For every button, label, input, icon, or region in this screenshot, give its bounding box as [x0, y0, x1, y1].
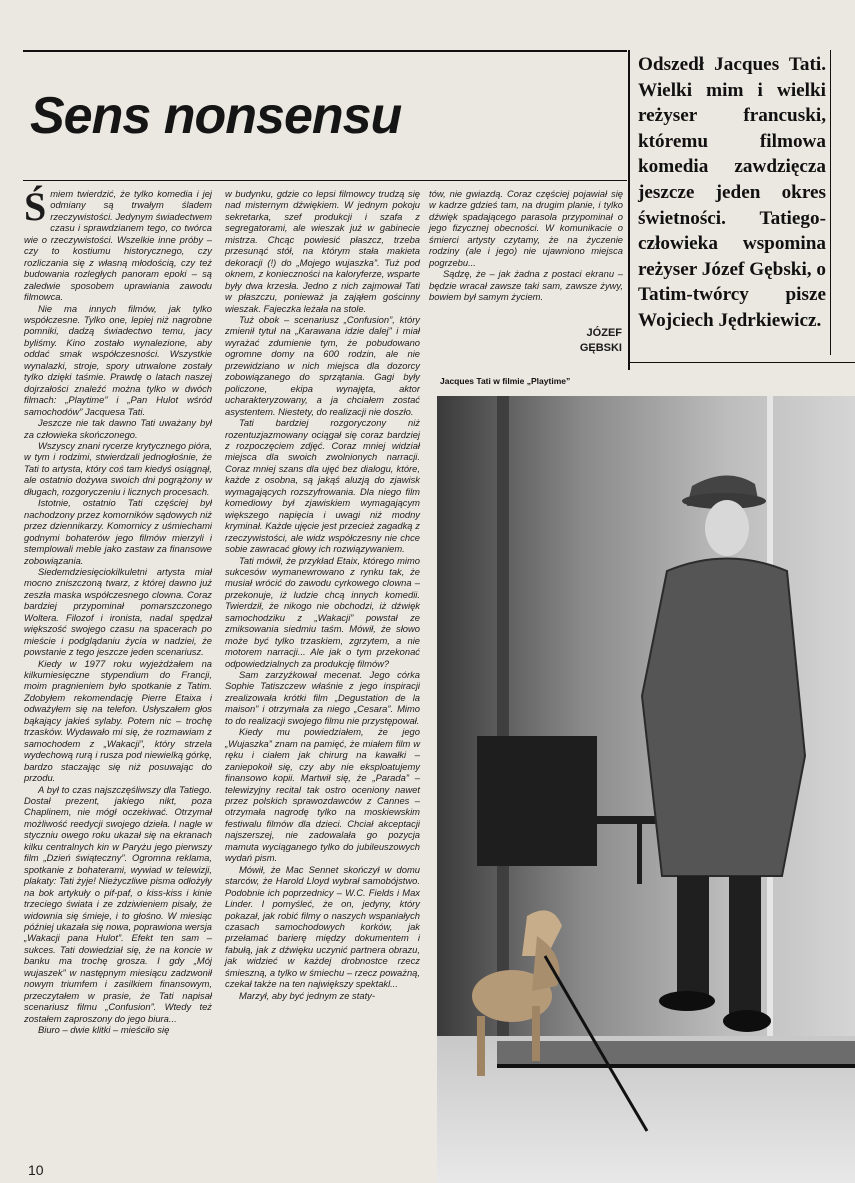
page-number: 10 [28, 1162, 44, 1178]
paragraph: tów, nie gwiazdą. Coraz częściej pojawiał się w kadrze gdzieś tam, na drugim planie, i tylko dźwięk spadającego parasola przypominał o jego fizycznej obecności. W komunikacie o śmierci artysty czytamy, że na życzenie rodziny (ale i jego) nie ujawniono miejsca pogrzebu... [429, 188, 623, 268]
title-rule [23, 180, 627, 181]
column-divider [628, 50, 630, 370]
article-lead: Odszedł Jacques Tati. Wielki mim i wielki reżyser francuski, któremu filmowa komedia zawdzięcza jeszcze jeden okres świetności. Tatiego-człowieka wspomina reżyser Józef Gębski, o Tatim-twórcy pisze Wojciech Jędrkiewicz. [638, 54, 826, 331]
paragraph: Tati mówił, że przykład Etaix, którego mimo sukcesów wymanewrowano z rynku tak, że musiał wrócić do zawodu cyrkowego clowna – przekonuje, iż ludzie chcą innych komedii. Twierdził, że nikogo nie obchodzi, iż dźwięk samochodziku z „Wakacji” powstał ze zmiksowania siedmiu taśm. Mówił, że słowo może być tylko trzaskiem, zgrzytem, a nie motorem narracji... Ale jak o tym przekonać odpowiedzialnych za produkcję filmów? [225, 554, 420, 669]
paragraph: Mówił, że Mac Sennet skończył w domu starców, że Harold Lloyd wybrał samobójstwo. Podobnie ich poprzednicy – W.C. Fields i Max Linder. I pomyśleć, że on, jedyny, który pokazał, jak robić filmy o naszych wspaniałych czasach samochodowych korków, jak przełamać barierę między dokumentem i fabułą, jak z dźwięku uczynić partnera obrazu, jak widzieć w każdej drobnostce rzecz śmieszną, a tylko w śmiechu – rzecz poważną, czekał także na ten największy spektakl... [225, 863, 420, 990]
paragraph: Tati bardziej rozgoryczony niż rozentuzjazmowany ociągał się coraz bardziej z rozpoczęciem zdjęć. Coraz mniej widział miejsca dla swoich zwolnionych narracji. Coraz mniej szans dla ujęć bez dialogu, które, każde z osobna, są jakąś aluzją do zjawisk wymagających rozszyfrowania. Dla niego film komediowy był zjawiskiem wymagającym większego napięcia i uwagi niż modny kryminał. Każde ujęcie jest przecież zagadką z rzeczywistości, ale widz współczesny nie chce sobie zawracać głowy ich rozwiązywaniem. [225, 417, 420, 555]
paragraph: Sądzę, że – jak żadna z postaci ekranu – będzie wracał zawsze taki sam, zawsze żywy, bowiem był samym życiem. [429, 268, 623, 303]
paragraph: w budynku, gdzie co lepsi filmowcy trudzą się nad misternym dźwiękiem. W jednym pokoju sekretarka, szef produkcji i szafa z segregatorami, ale wieszak już w gabinecie mistrza. Chcąc powiesić płaszcz, trzeba przesunąć stół, na którym stała makieta dekoracji (!) do „Mojego wujaszka”. Tuż pod oknem, z konieczności na kaloryferze, wsparte były dwa krzesła. Jedno z nich zajmował Tati w płaszczu, ponieważ ja zająłem gościnny wieszak. Fajeczka leżała na stole. [225, 188, 420, 314]
film-still-photo [437, 396, 855, 1183]
paragraph: Tuż obok – scenariusz „Confusion”, który zmienił tytuł na „Karawana idzie dalej” i miał wyrażać zdumienie tym, że pobudowano ogromne domy na 600 rodzin, ale nie przewidziano w nich miejsca dla dozorcy zobowiązanego do sprzątania. Gagi były policzone, ekipa wynajęta, aktor ucharakteryzowany, a ja chciałem zostać asystentem. Niestety, do realizacji nie doszło. [225, 313, 420, 417]
paragraph: Marzył, aby być jednym ze staty- [239, 989, 375, 1001]
drop-cap: Ś [24, 184, 47, 229]
lead-box-bottom-rule [630, 362, 855, 363]
lead-box-border [830, 50, 831, 355]
author-signature: JÓZEF GĘBSKI [579, 327, 622, 354]
text-column-3 [429, 188, 623, 303]
paragraph: Kiedy mu powiedziałem, że jego „Wujaszka” znam na pamięć, że miałem film w ręku i ciałem jak chirurg na kawałki – zaniepokoił się, czy aby nie eksploatujemy finansowo kopii. Martwił się, że „Parada” – telewizyjny recital tak ostro oceniony nawet przez polskich sprawozdawców z Cannes – otrzymała nagrodę tylko na moskiewskim festiwalu filmów dla dzieci. Chciał akceptacji najszerszej, nie zadowalała go pozycja mamuta wyciąganego tylko do jubileuszowych wydań pism. [225, 726, 420, 864]
text-column-2 [225, 188, 420, 1001]
paragraph: Istotnie, ostatnio Tati częściej był nachodzony przez komorników sądowych niż przez dziennikarzy. Komornicy z uśmiechami godnymi bohaterów jego filmów mierzyli i stemplowali meble jako zastaw za finansowe zobowiązania. [24, 497, 212, 566]
top-rule [23, 50, 627, 52]
paragraph: Biuro – dwie klitki – mieściło się [38, 1024, 170, 1036]
photo-illustration [437, 396, 855, 1183]
paragraph: Kiedy w 1977 roku wyjeżdżałem na kilkumiesięczne stypendium do Francji, moim pragnieniem było spotkanie z Tatim. Zdobyłem rekomendację Pierre Etaixa i odważyłem się na telefon. Usłyszałem głos bąkający jakieś sylaby. Potem nic – trochę trzasków. Wydawało mi się, że rozmawiam z samochodem z „Wakacji”, który strzela wydechową rurą i rusza pod niewielką górkę, bardzo staczając się niż posuwając do przodu. [24, 657, 212, 784]
paragraph: Jeszcze nie tak dawno Tati uważany był za człowieka skończonego. [24, 417, 212, 440]
paragraph: A był to czas najszczęśliwszy dla Tatiego. Dostał prezent, jakiego nikt, poza Chaplinem, nie mógł oczekiwać. Otrzymał możliwość reedycji swojego dzieła. I nagle w styczniu owego roku ukazał się na ekranach kilku centralnych kin w Paryżu jego pierwszy film „Dzień świąteczny”. Ogromna reklama, spotkanie z bohaterami, wywiad w telewizji, plakaty: Tati żyje! Nieżyczliwe pisma odłożyły na bok artykuły o pif-paf, o kiss-kiss i kinie trzeciego świata i ze zdziwieniem pisały, że widownia się śmieje, i to głośno. W miesiąc później ukazała się nowa, poprawiona wersja „Wakacji pana Hulot”. Efekt ten sam – sukces. Tati dowiedział się, że na koncie w banku ma trochę grosza. I gdy „Mój wujaszek” w następnym miesiącu zadzwonił nowym triumfem i zasilkiem finansowym, przeczytałem w prasie, że Tati napisał scenariusz filmu „Confusion”. Wtedy też zostałem zaproszony do jego biura... [24, 783, 212, 1024]
article-title: Sens nonsensu [30, 87, 402, 145]
text-column-1 [24, 184, 213, 1036]
paragraph: Sam zarzyźkował mecenat. Jego córka Sophie Tatiszczew właśnie z jego inspiracji zrealizowała krótki film „Degustation de la maison” i otrzymała za niego „Cesara”. Mimo to do realizacji swojego filmu nie przystępował. [225, 669, 420, 726]
paragraph: Siedemdziesięciokilkuletni artysta miał mocno zniszczoną twarz, z której dawno już zeszła maska współczesnego clowna. Coraz bardziej przypominał pomarszczonego Woltera. Filozof i ironista, nadal spędzał większość swojego czasu na spacerach po mieście i podglądaniu życia w nadziei, że powstanie z tego jeszcze jeden scenariusz. [24, 565, 212, 658]
paragraph: Śmiem twierdzić, że tylko komedia i jej odmiany są trwałym śladem rzeczywistości. Jedynym świadectwem czasu i sprawdzianem tego, co twórca wie o rzeczywistości. Wszelkie inne próby – czy to kostiumu historycznego, czy rozliczania się z własną młodością, czy też budowania rozległych panoram epoki – są zaledwie sposobem uprawiania zawodu filmowca. [24, 184, 212, 303]
paragraph: Wszyscy znani rycerze krytycznego pióra, w tym i rodzimi, stwierdzali jednogłośnie, że Tati to artysta, który coś tam kiedyś osiągnął, ale ostatnio dożywa swoich dni pogrążony w długach, rozgoryczeniu i licznych procesach. [24, 439, 213, 497]
paragraph: Nie ma innych filmów, jak tylko współczesne. Tylko one, lepiej niż nagrobne pomniki, dadzą świadectwo temu, jacy byliśmy. Kino zostało wynalezione, aby oddać smak współczesności. Wszystkie wynalazki, stroje, spory utrwalone zostały tylko dzięki taśmie. Prawdę o latach naszej dojrzałości znaleźć można tylko w dwóch filmach: „Playtime” i „Pan Hulot wśród samochodów” Jacquesa Tati. [24, 302, 212, 417]
photo-caption: Jacques Tati w filmie „Playtime” [440, 376, 571, 386]
